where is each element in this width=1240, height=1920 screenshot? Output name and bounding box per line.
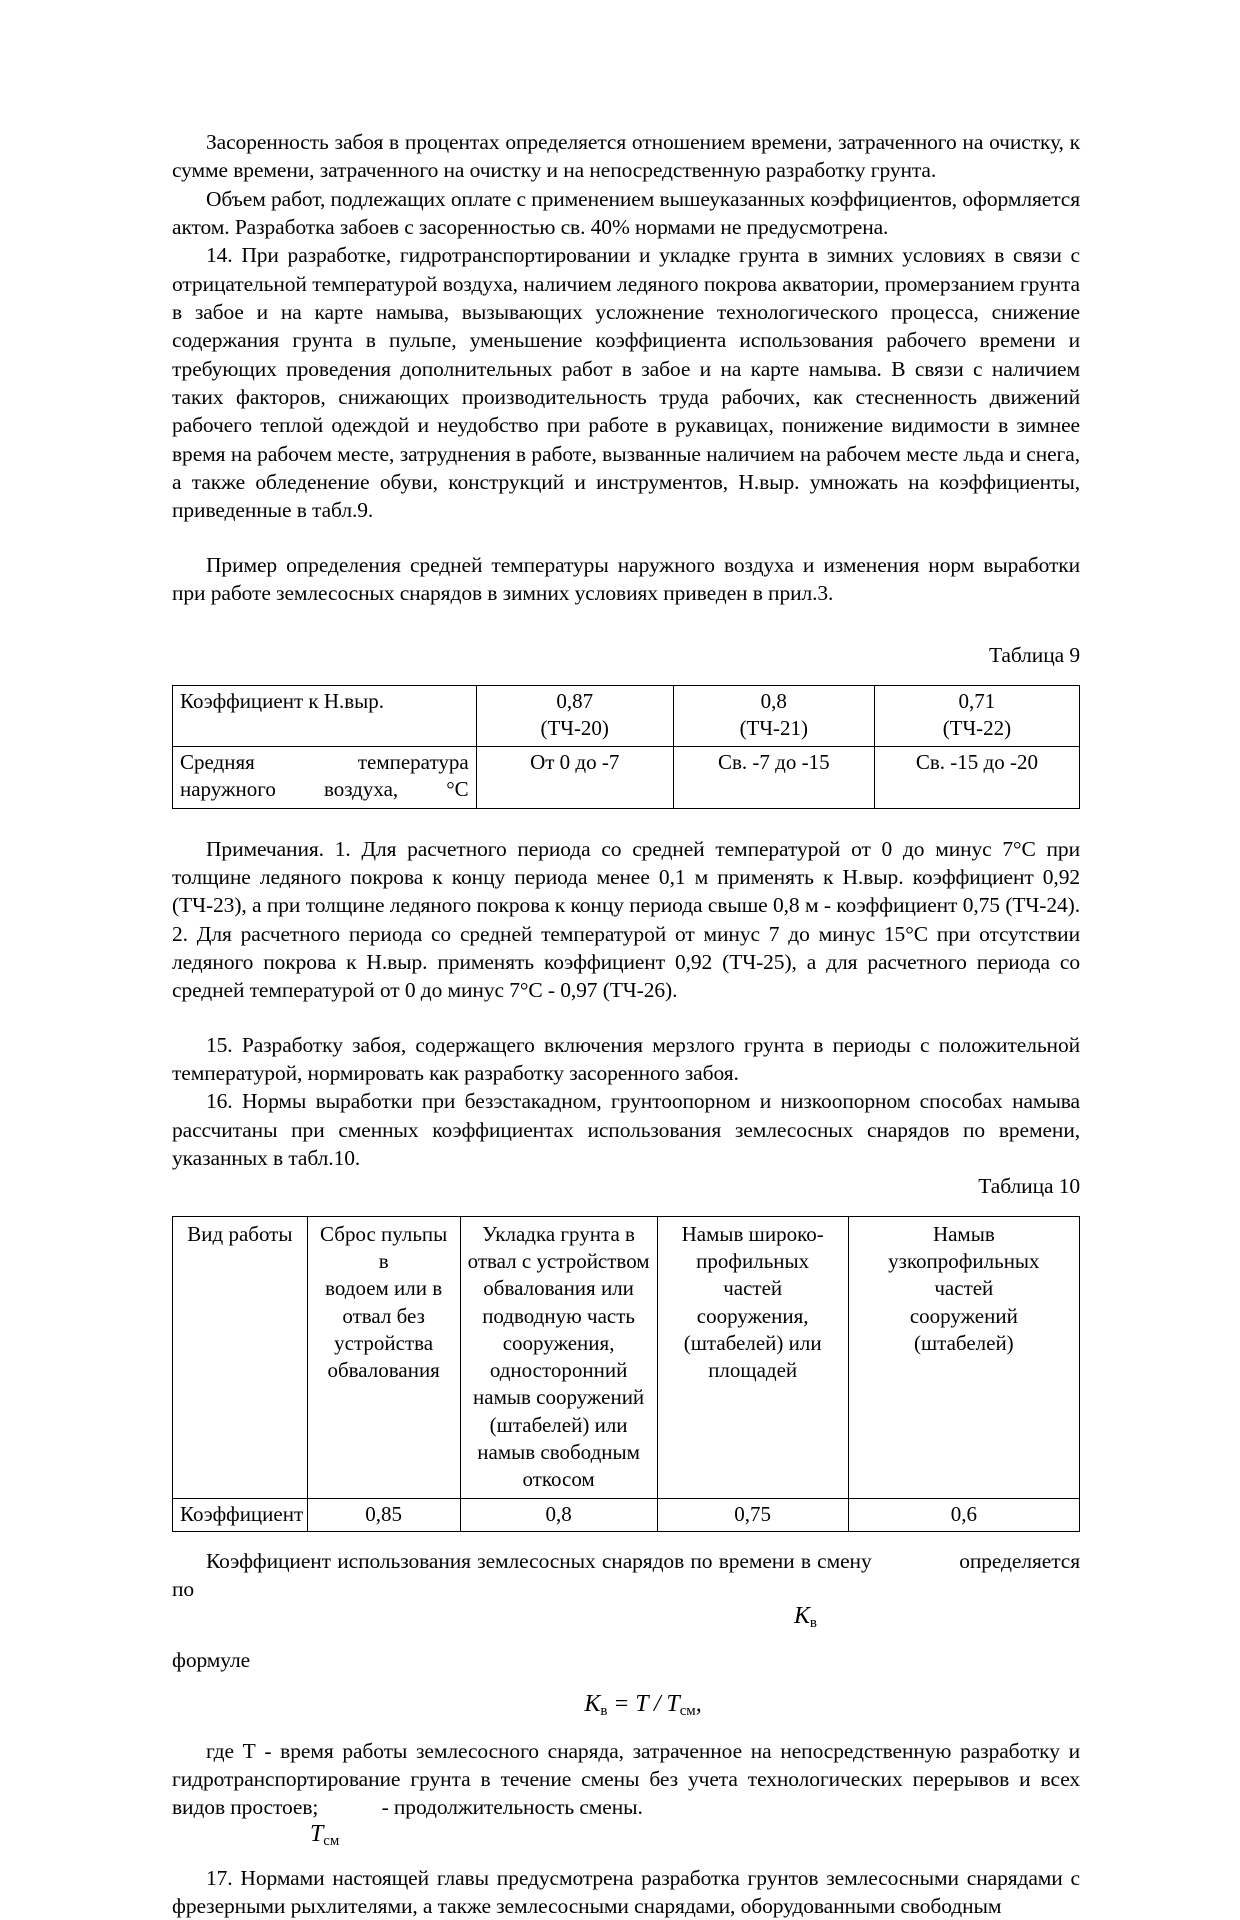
paragraph-item-15: 15. Разработку забоя, содержащего включения мерзлого грунта в периоды с положительной температурой, нормировать как разработку засоренного забоя. bbox=[172, 1032, 1080, 1086]
paragraph-clogging-definition: Засоренность забоя в процентах определяется отношением времени, затраченного на очистку, к сумме времени, затраченного на очистку и на непосредственную разработку грунта. bbox=[172, 130, 1080, 183]
table-9-cell-0-1: 0,8 (ТЧ-21) bbox=[673, 685, 874, 747]
table-10-value-3: 0,6 bbox=[848, 1498, 1079, 1531]
paragraph-work-volume: Объем работ, подлежащих оплате с применением вышеуказанных коэффициентов, оформляется актом. Разработка забоев с засоренностью св. 40% нормами не предусмотрена. bbox=[172, 186, 1080, 239]
symbol-tsm: $T_{см}$ bbox=[310, 1820, 340, 1849]
formula-kv-equation: $K_в = T / T_{см}$, bbox=[584, 1690, 702, 1720]
table-10 bbox=[172, 1216, 1080, 1532]
spacer bbox=[172, 525, 1080, 551]
paragraph-kv-intro: Коэффициент использования землесосных снарядов по времени в смену определяется по bbox=[172, 1548, 1080, 1602]
spacer bbox=[172, 607, 1080, 641]
spacer bbox=[172, 809, 1080, 835]
table-10-value-2: 0,75 bbox=[657, 1498, 848, 1531]
table-10-header-0: Вид работы bbox=[173, 1216, 308, 1498]
table-9-caption: Таблица 9 bbox=[988, 643, 1080, 668]
table-10-header-1: Сброс пульпы в водоем или в отвал без устройства обвалования bbox=[307, 1216, 460, 1498]
spacer bbox=[172, 1631, 1080, 1646]
table-10-caption: Таблица 10 bbox=[978, 1174, 1080, 1199]
table-row bbox=[173, 1498, 1080, 1531]
spacer bbox=[172, 1674, 1080, 1689]
paragraph-formula-word: формуле bbox=[172, 1647, 251, 1672]
spacer bbox=[172, 1849, 1080, 1864]
table-10-header-3: Намыв широко- профильных частей сооружения, (штабелей) или площадей bbox=[657, 1216, 848, 1498]
table-9-row-1-label: Средняя температура наружного воздуха, °С bbox=[173, 747, 477, 809]
table-row bbox=[173, 685, 1080, 747]
table-10-value-1: 0,8 bbox=[460, 1498, 657, 1531]
table-header-row bbox=[173, 1216, 1080, 1498]
spacer bbox=[172, 1005, 1080, 1031]
paragraph-item-16: 16. Нормы выработки при безэстакадном, грунтоопорном и низкоопорном способах намыва рассчитаны при сменных коэффициентах использования землесосных снарядов по времени, указанных в табл.10. bbox=[172, 1089, 1080, 1171]
symbol-kv: $K_в$ bbox=[794, 1602, 817, 1631]
table-9-cell-0-2: 0,71 (ТЧ-22) bbox=[874, 685, 1079, 747]
spacer bbox=[172, 1722, 1080, 1737]
table-10-header-2: Укладка грунта в отвал с устройством обвалования или подводную часть сооружения, односторонний намыв сооружений (штабелей) или намыв свободным откосом bbox=[460, 1216, 657, 1498]
table-9-cell-1-0: От 0 до -7 bbox=[476, 747, 673, 809]
paragraph-example-reference: Пример определения средней температуры наружного воздуха и изменения норм выработки при работе землесосных снарядов в зимних условиях приведен в прил.3. bbox=[172, 552, 1080, 605]
table-10-header-4: Намыв узкопрофильных частей сооружений (штабелей) bbox=[848, 1216, 1079, 1498]
table-9 bbox=[172, 685, 1080, 809]
spacer bbox=[172, 1201, 1080, 1216]
spacer bbox=[172, 670, 1080, 685]
paragraph-item-14: 14. При разработке, гидротранспортировании и укладке грунта в зимних условиях в связи с отрицательной температурой воздуха, наличием ледяного покрова акватории, промерзанием грунта в забое и на карте намыва, вызывающих усложнение технологического процесса, снижение содержания грунта в пульпе, уменьшение коэффициента использования рабочего времени и требующих проведения дополнительных работ в забое и на карте намыва. В связи с наличием таких факторов, снижающих производительность труда рабочих, как стесненность движений рабочего теплой одеждой и неудобство при работе в рукавицах, понижение видимости в зимнее время на рабочем месте, затруднения в работе, вызванные наличием на рабочем месте льда и снега, а также обледенение обуви, конструкций и инструментов, Н.выр. умножать на коэффициенты, приведенные в табл.9. bbox=[172, 243, 1080, 523]
table-10-coefficient-label: Коэффициент bbox=[173, 1498, 308, 1531]
table-row bbox=[173, 747, 1080, 809]
paragraph-notes: Примечания. 1. Для расчетного периода со средней температурой от 0 до минус 7°С при толщине ледяного покрова к концу периода менее 0,1 м применять к Н.выр. коэффициент 0,92 (ТЧ-23), а при толщине ледяного покрова к концу периода свыше 0,8 м - коэффициент 0,75 (ТЧ-24). 2. Для расчетного периода со средней температурой от минус 7 до минус 15°С при отсутствии ледяного покрова к Н.выр. применять коэффициент 0,92 (ТЧ-25), а для расчетного периода со средней температурой от 0 до минус 7°С - 0,97 (ТЧ-26). bbox=[172, 836, 1080, 1003]
table-9-cell-0-0: 0,87 (ТЧ-20) bbox=[476, 685, 673, 747]
table-9-cell-1-2: Св. -15 до -20 bbox=[874, 747, 1079, 809]
table-9-row-0-label: Коэффициент к Н.выр. bbox=[173, 685, 477, 747]
table-10-value-0: 0,85 bbox=[307, 1498, 460, 1531]
table-9-cell-1-1: Св. -7 до -15 bbox=[673, 747, 874, 809]
paragraph-item-17: 17. Нормами настоящей главы предусмотрена разработка грунтов землесосными снарядами с фрезерными рыхлителями, а также землесосными снарядами, оборудованными свободным bbox=[172, 1865, 1080, 1919]
spacer bbox=[172, 1532, 1080, 1547]
paragraph-formula-explanation: где Т - время работы землесосного снаряда, затраченное на непосредственную разработку и гидротранспортирование грунта в течение смены без учета технологических перерывов и всех видов простоев; - продолжительность смены. bbox=[172, 1738, 1080, 1820]
